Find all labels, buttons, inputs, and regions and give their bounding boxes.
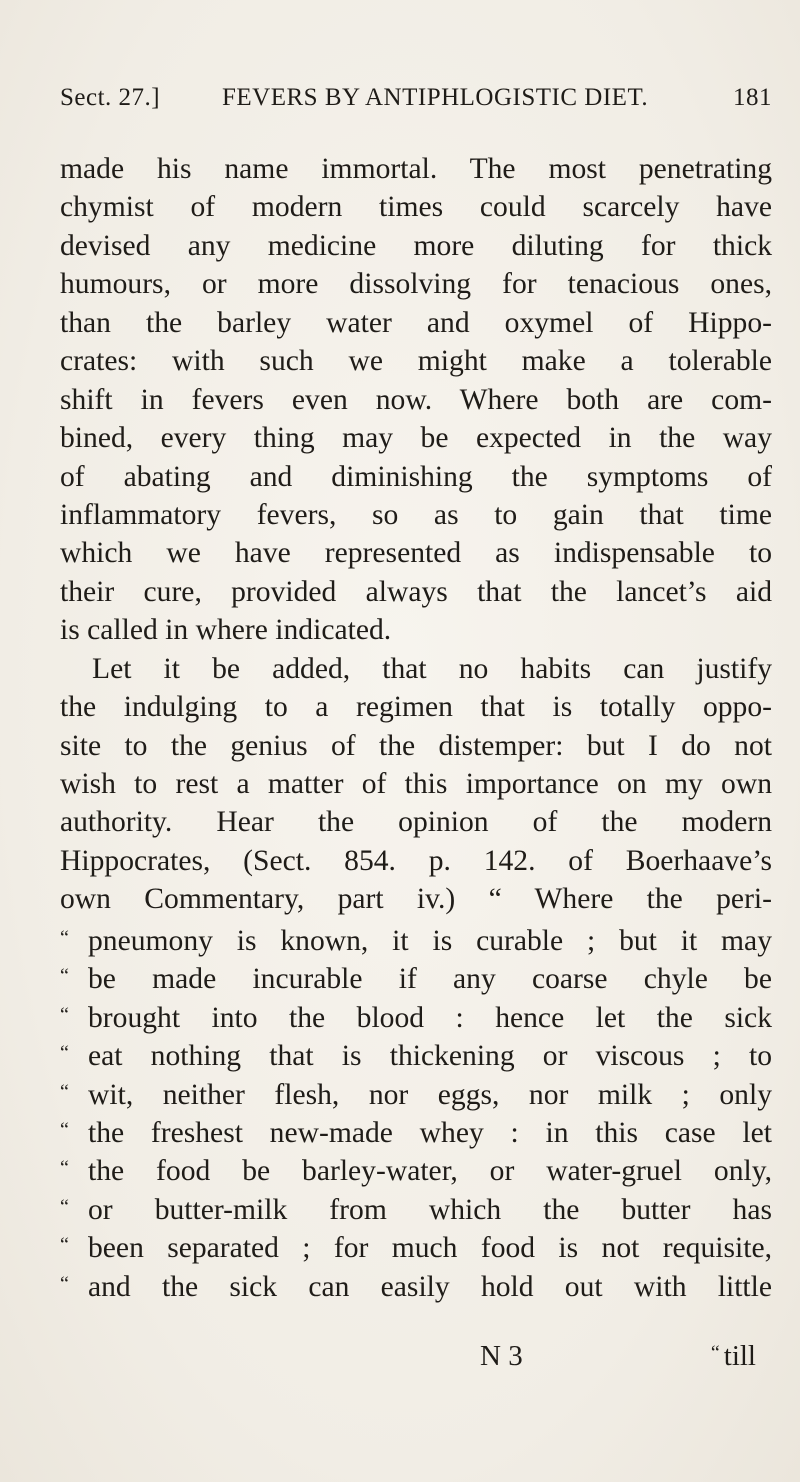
quote-text: be made incurable if any coarse chyle be <box>88 963 772 996</box>
quote-line <box>60 1073 772 1111</box>
catchword <box>711 1340 756 1373</box>
text-line: made his name immortal. The most penetrating <box>60 153 772 185</box>
quote-text: eat nothing that is thickening or viscous ; to <box>88 1040 772 1073</box>
quote-line <box>60 1149 772 1187</box>
quote-mark: “ <box>60 1157 69 1180</box>
signature-mark: N 3 <box>480 1340 523 1372</box>
quote-mark: “ <box>60 1272 69 1295</box>
text-line: wish to rest a matter of this importance on my own <box>60 768 772 800</box>
running-title: FEVERS BY ANTIPHLOGISTIC DIET. <box>222 84 649 111</box>
text-line: site to the genius of the distemper: but I do not <box>60 729 772 762</box>
text-line: the indulging to a regimen that is totally oppo- <box>60 691 772 724</box>
quote-mark: “ <box>710 1342 720 1364</box>
quote-mark: “ <box>60 926 69 949</box>
quote-text: the food be barley-water, or water-gruel only, <box>88 1155 772 1188</box>
page-number: 181 <box>733 84 772 111</box>
text-line: is called in where indicated. <box>60 614 392 647</box>
quote-mark: “ <box>60 1003 69 1026</box>
quote-text: and the sick can easily hold out with little <box>88 1270 772 1303</box>
quote-text: brought into the blood : hence let the sick <box>88 1001 772 1034</box>
text-line: own Commentary, part iv.) “ Where the peri- <box>60 883 772 916</box>
quote-line <box>60 1188 772 1226</box>
text-line: their cure, provided always that the lancet’s aid <box>60 575 772 608</box>
text-line: authority. Hear the opinion of the modern <box>60 806 772 839</box>
quote-text: pneumony is known, it is curable ; but it may <box>88 924 772 957</box>
text-line: shift in fevers even now. Where both are com- <box>60 383 772 416</box>
quote-line <box>60 1226 772 1264</box>
quote-mark: “ <box>60 1042 69 1065</box>
quote-line <box>60 1265 772 1303</box>
quote-mark: “ <box>60 1195 69 1218</box>
section-reference: Sect. 27.] <box>60 84 161 111</box>
catchword-text: till <box>723 1340 756 1372</box>
quote-text: wit, neither flesh, nor eggs, nor milk ; only <box>88 1078 772 1111</box>
body-text <box>60 150 772 1303</box>
text-line: than the barley water and oxymel of Hippo- <box>60 306 772 339</box>
quote-mark: “ <box>60 1234 69 1257</box>
text-line: crates: with such we might make a tolerable <box>60 345 772 378</box>
quote-line <box>60 1111 772 1149</box>
quote-mark: “ <box>60 1080 69 1103</box>
quote-text: or butter-milk from which the butter has <box>88 1193 772 1226</box>
text-line: inflammatory fevers, so as to gain that time <box>60 498 772 531</box>
quote-line <box>60 957 772 995</box>
text-line: devised any medicine more diluting for thick <box>60 229 772 262</box>
quote-mark: “ <box>60 1118 69 1141</box>
text-line: of abating and diminishing the symptoms of <box>60 460 772 493</box>
page-footer <box>60 1340 772 1380</box>
quote-mark: “ <box>60 965 69 988</box>
quote-line <box>60 919 772 957</box>
text-line: humours, or more dissolving for tenacious ones, <box>60 268 772 301</box>
running-head <box>60 84 772 124</box>
text-line: which we have represented as indispensable to <box>60 537 772 570</box>
paragraph-start-line: Let it be added, that no habits can justify <box>92 652 772 685</box>
quote-line <box>60 1034 772 1072</box>
text-line: chymist of modern times could scarcely have <box>60 191 772 224</box>
quote-line <box>60 996 772 1034</box>
text-line: bined, every thing may be expected in the way <box>60 422 772 455</box>
quote-text: the freshest new-made whey : in this case let <box>88 1116 772 1149</box>
quote-text: been separated ; for much food is not requisite, <box>88 1232 772 1265</box>
text-line: Hippocrates, (Sect. 854. p. 142. of Boerhaave’s <box>60 844 772 877</box>
